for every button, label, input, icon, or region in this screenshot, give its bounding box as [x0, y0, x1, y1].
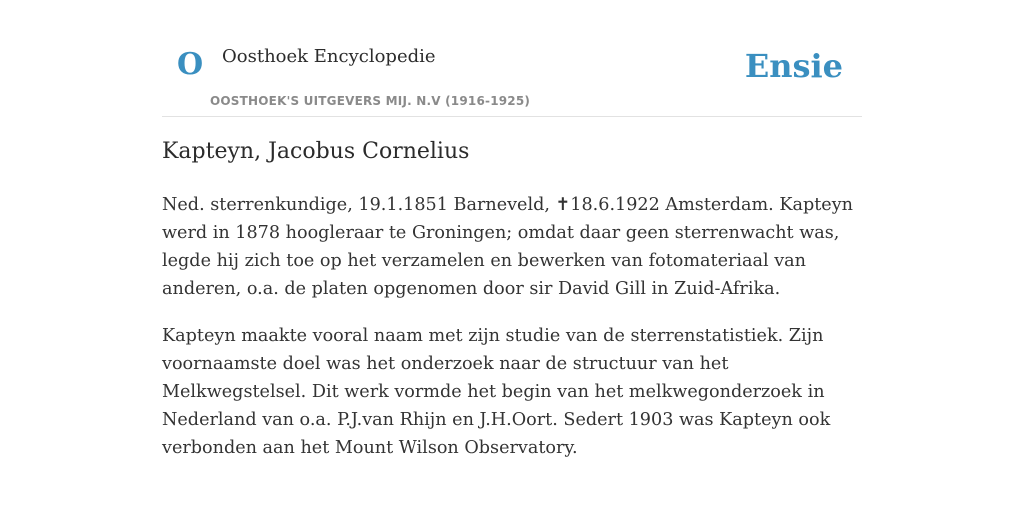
source-logo: O	[177, 47, 204, 82]
ensie-brand-link[interactable]: Ensie	[744, 47, 843, 85]
source-header	[162, 0, 862, 117]
source-subtitle: OOSTHOEK'S UITGEVERS MIJ. N.V (1916-1925)	[210, 94, 531, 108]
article-paragraph: Ned. sterrenkundige, 19.1.1851 Barneveld, ✝18.6.1922 Amsterdam. Kapteyn werd in 1878 hoogleraar te Groningen; omdat daar geen sterrenwacht was, legde hij zich toe op het verzamelen en bewerken van fotomateriaal van anderen, o.a. de platen opgenomen door sir David Gill in Zuid-Afrika.	[162, 194, 853, 299]
article	[162, 138, 862, 462]
source-title[interactable]: Oosthoek Encyclopedie	[222, 46, 436, 67]
article-paragraph: Kapteyn maakte vooral naam met zijn studie van de sterrenstatistiek. Zijn voornaamste doel was het onderzoek naar de structuur van het Melkwegstelsel. Dit werk vormde het begin van het melkwegonderzoek in Nederland van o.a. P.J.van Rhijn en J.H.Oort. Sedert 1903 was Kapteyn ook verbonden aan het Mount Wilson Observatory.	[162, 325, 831, 458]
article-title: Kapteyn, Jacobus Cornelius	[162, 139, 470, 164]
